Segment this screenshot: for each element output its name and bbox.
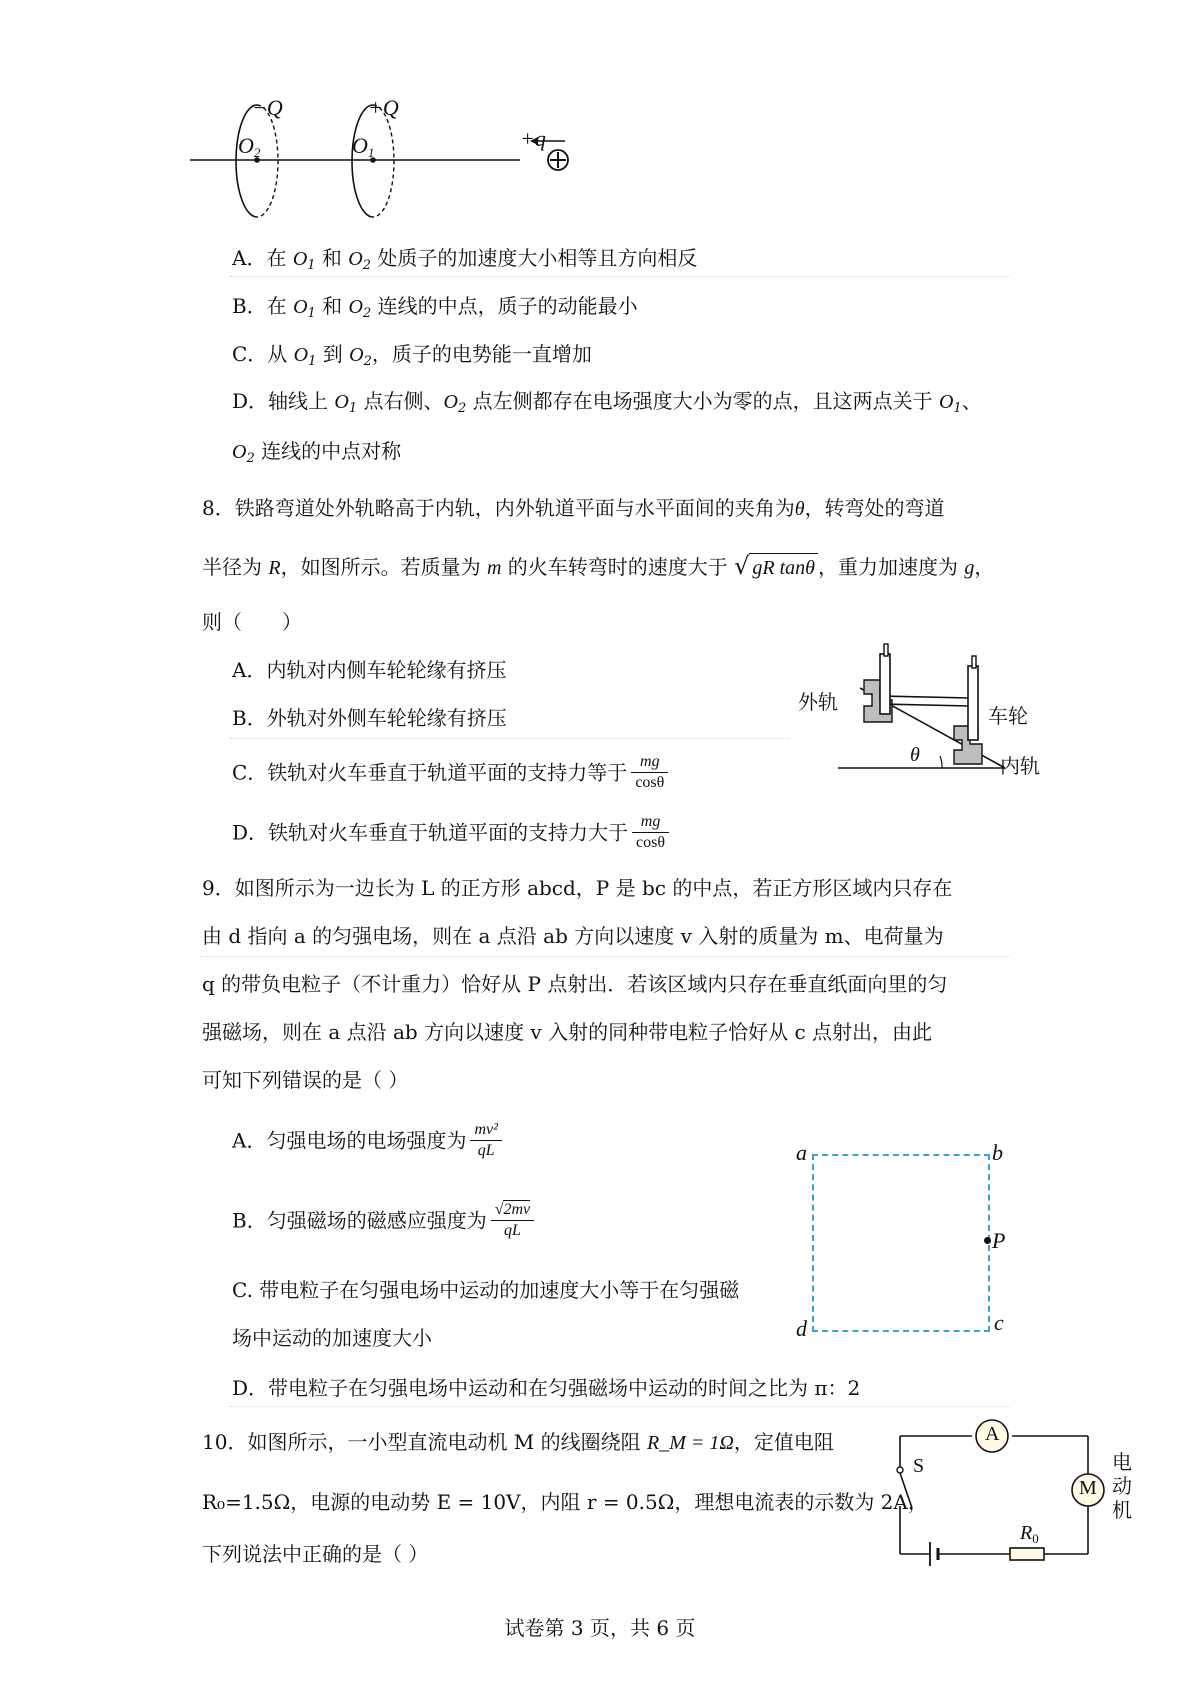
axle-bottom [882, 704, 970, 706]
q10-circuit-figure [890, 1418, 1110, 1568]
switch-pivot [897, 1467, 903, 1473]
axle-top [882, 696, 970, 698]
q9-option-d: D．带电粒子在匀强电场中运动和在匀强磁场中运动的时间之比为 π：2 [232, 1376, 861, 1400]
q8-option-c: C．铁轨对火车垂直于轨道平面的支持力等于 $\frac{mg}{\cos\theta}$ [232, 752, 668, 793]
o2-label: $O_2$ [238, 133, 261, 160]
q8-stem-line1: 8．铁路弯道处外轨略高于内轨，内外轨道平面与水平面间的夹角为θ，转弯处的弯道 [202, 496, 945, 520]
left-ring-front [236, 105, 257, 217]
inner-wheel [968, 666, 978, 740]
resistor-label: $R_0$ [1020, 1522, 1039, 1546]
q9-stem-line3: q 的带负电粒子（不计重力）恰好从 P 点射出．若该区域内只存在垂直纸面向里的匀 [202, 972, 948, 996]
right-ring-front [352, 105, 373, 217]
q9-option-b: B．匀强磁场的磁感应强度为 $\frac{√2mv}{qL}$ [232, 1200, 534, 1241]
rail-angle-label: θ [910, 744, 920, 766]
q10-stem-line3: 下列说法中正确的是（ ） [202, 1542, 429, 1566]
wheel-label: 车轮 [988, 704, 1028, 728]
right-ring-charge: +Q [368, 95, 399, 120]
q8-stem-line3: 则（ ） [202, 610, 302, 634]
corner-c-label: c [994, 1310, 1004, 1335]
left-ring-back [257, 105, 278, 217]
outer-rail-label: 外轨 [798, 690, 838, 714]
page-footer: 试卷第 3 页，共 6 页 [504, 1616, 696, 1640]
q9-option-a: A．匀强电场的电场强度为 $\frac{\text{mv²}}{qL}$ [232, 1120, 502, 1161]
q9-option-c-line1: C. 带电粒子在匀强电场中运动的加速度大小等于在匀强磁 [232, 1278, 740, 1302]
outer-wheel [880, 654, 890, 714]
resistor-r0 [1010, 1548, 1044, 1560]
switch-label: S [913, 1455, 925, 1477]
q7-option-a: A．在 $O_1$ 和 $O_2$ 处质子的加速度大小相等且方向相反 [232, 246, 698, 273]
q8-c-fraction: $\frac{mg}{\cos\theta}$ [631, 752, 668, 793]
corner-b-label: b [992, 1140, 1003, 1165]
q8-d-fraction: $\frac{mg}{\cos\theta}$ [632, 812, 669, 853]
q7-option-c: C．从 $O_1$ 到 $O_2$，质子的电势能一直增加 [232, 342, 592, 369]
q7-option-d-cont: $O_2$ 连线的中点对称 [232, 439, 402, 466]
q7-option-b: B．在 $O_1$ 和 $O_2$ 连线的中点，质子的动能最小 [232, 294, 638, 321]
right-ring-back [373, 105, 394, 217]
q8-stem-line2: 半径为 R，如图所示。若质量为 m 的火车转弯时的速度大于 √ gR tanθ ，重力加速度为 g， [202, 552, 995, 580]
corner-d-label: d [796, 1316, 807, 1341]
left-ring-charge: −Q [252, 95, 283, 120]
q8-option-a: A．内轨对内侧车轮轮缘有挤压 [232, 658, 507, 682]
q9-stem-line2: 由 d 指向 a 的匀强电场，则在 a 点沿 ab 方向以速度 v 入射的质量为 m、电荷量为 [202, 924, 944, 948]
switch-blade [900, 1473, 912, 1508]
ammeter-label: A [985, 1423, 1000, 1445]
point-p-dot [984, 1237, 991, 1244]
point-p-label: P [992, 1228, 1006, 1253]
o1-label: $O_1$ [352, 133, 375, 160]
q8-option-d: D．铁轨对火车垂直于轨道平面的支持力大于 $\frac{mg}{\cos\theta}$ [232, 812, 669, 853]
motor-label: M [1079, 1477, 1097, 1499]
q9-option-c-line2: 场中运动的加速度大小 [232, 1326, 432, 1350]
q7-option-d: D．轴线上 $O_1$ 点右侧、$O_2$ 点左侧都存在电场强度大小为零的点，且这两点关于 $O_1$、 [232, 389, 982, 416]
q10-stem-line1: 10．如图所示，一小型直流电动机 M 的线圈绕阻 R_M = 1Ω，定值电阻 [202, 1430, 834, 1454]
q9-a-fraction: $\frac{\text{mv²}}{qL}$ [470, 1120, 501, 1161]
q9-square-field [812, 1154, 990, 1332]
particle-label: +q [520, 126, 546, 151]
q10-stem-line2: R₀=1.5Ω，电源的电动势 E = 10V，内阻 r = 0.5Ω，理想电流表的示数为 2A， [202, 1490, 928, 1514]
q9-stem-line5: 可知下列错误的是（ ） [202, 1068, 409, 1092]
q9-b-fraction: $\frac{√2mv}{qL}$ [491, 1200, 534, 1241]
corner-a-label: a [796, 1140, 807, 1165]
inner-rail-label: 内轨 [1000, 754, 1040, 778]
q8-option-b: B．外轨对外侧车轮轮缘有挤压 [232, 706, 507, 730]
q9-stem-line1: 9．如图所示为一边长为 L 的正方形 abcd，P 是 bc 的中点，若正方形区域内只存在 [202, 876, 953, 900]
motor-caption: 电 动 机 [1112, 1450, 1132, 1522]
q9-stem-line4: 强磁场，则在 a 点沿 ab 方向以速度 v 入射的同种带电粒子恰好从 c 点射出，由此 [202, 1020, 933, 1044]
